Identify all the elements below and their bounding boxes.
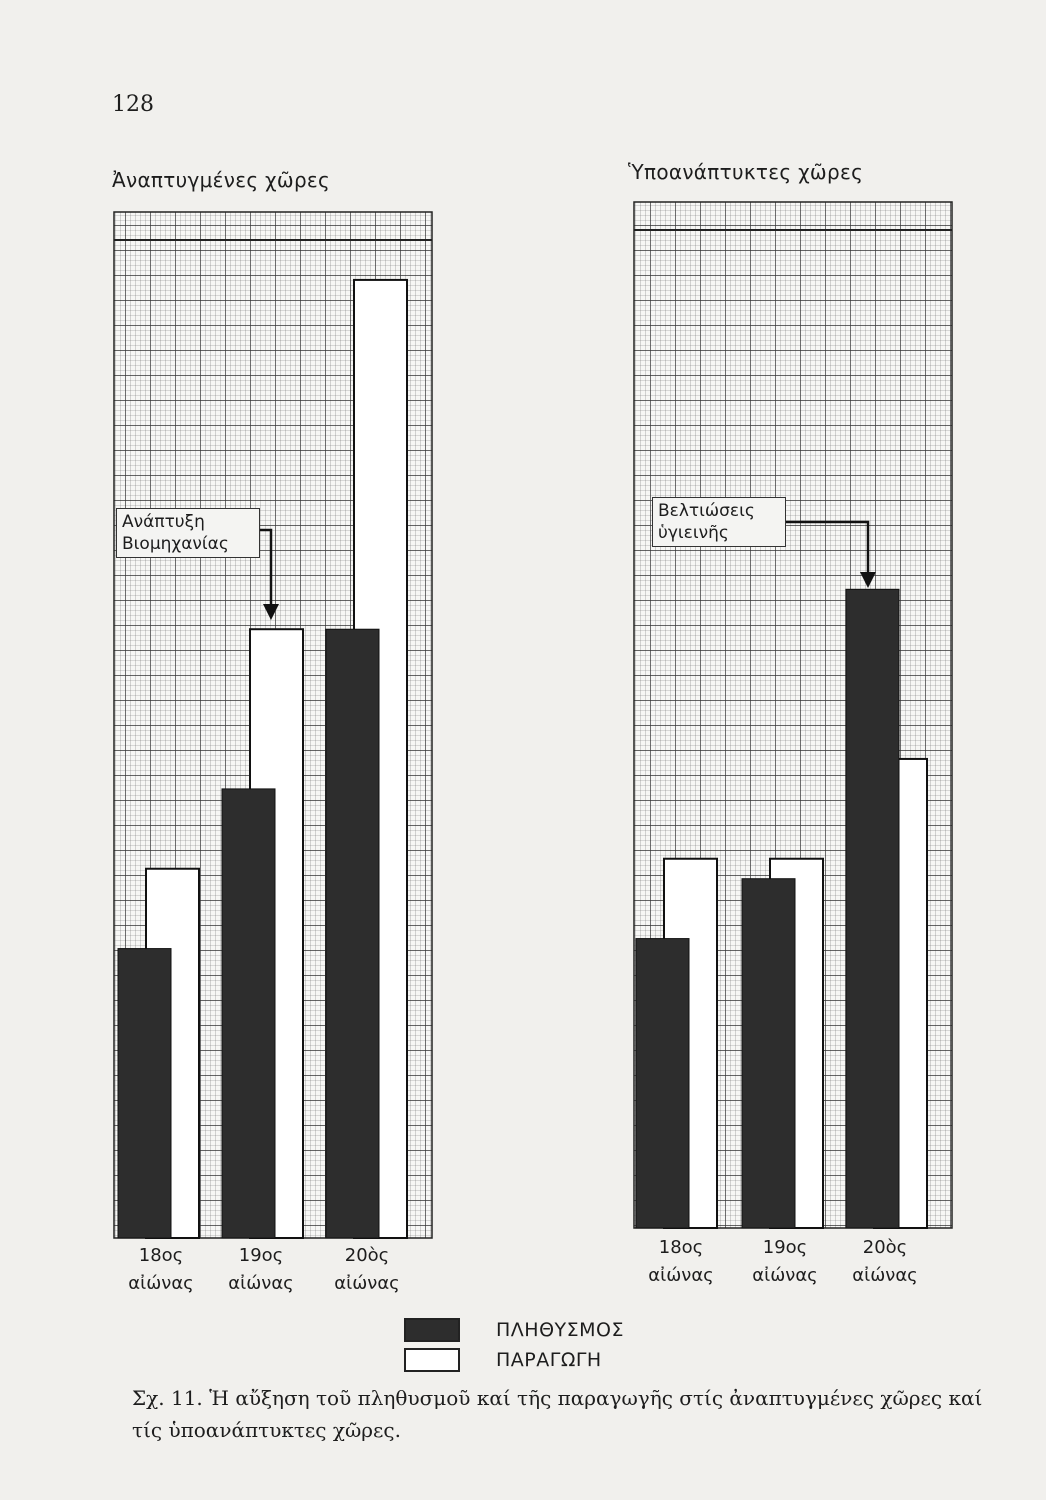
legend-label-production: ΠΑΡΑΓΩΓΗ bbox=[496, 1349, 602, 1371]
legend-item-production bbox=[404, 1348, 602, 1372]
annotation-line: Βιομηχανίας bbox=[122, 534, 229, 554]
category-label bbox=[216, 1242, 306, 1298]
annotation-line: Βελτιώσεις bbox=[658, 501, 755, 521]
legend-label-population: ΠΛΗΘΥΣΜΟΣ bbox=[496, 1319, 624, 1341]
legend-swatch-population bbox=[404, 1318, 460, 1342]
chart-title-underdeveloped: Ὑποανάπτυκτες χῶρες bbox=[628, 160, 864, 184]
category-label-line: αἰώνας bbox=[752, 1265, 818, 1286]
chart-panel-underdeveloped bbox=[634, 202, 952, 1228]
bar-population bbox=[118, 949, 171, 1238]
annotation-line: Ανάπτυξη bbox=[122, 512, 205, 532]
figure-caption: Σχ. 11. Ἡ αὔξηση τοῦ πληθυσμοῦ καί τῆς παραγωγῆς στίς ἀναπτυγμένες χῶρες καί τίς ὑποανάπτυκτες χῶρες. bbox=[132, 1386, 983, 1442]
legend-item-population bbox=[404, 1318, 624, 1342]
bar-population bbox=[222, 789, 275, 1238]
category-label-line: αἰώνας bbox=[852, 1265, 918, 1286]
category-label-line: 19ος bbox=[762, 1237, 808, 1258]
page-number: 128 bbox=[112, 92, 154, 117]
annotation-health-improvements bbox=[652, 497, 786, 547]
category-label bbox=[740, 1234, 830, 1290]
category-label-line: 20ὸς bbox=[862, 1237, 908, 1258]
category-label bbox=[840, 1234, 930, 1290]
category-label bbox=[636, 1234, 726, 1290]
bar-population bbox=[326, 629, 379, 1238]
bar-population bbox=[846, 589, 899, 1228]
category-label bbox=[322, 1242, 412, 1298]
annotation-industrial-development bbox=[116, 508, 260, 558]
legend-swatch-production bbox=[404, 1348, 460, 1372]
category-label-line: αἰώνας bbox=[228, 1273, 294, 1294]
category-label-line: 18ος bbox=[658, 1237, 704, 1258]
category-label-line: 18ος bbox=[138, 1245, 184, 1266]
bar-population bbox=[636, 939, 689, 1228]
category-label-line: 19ος bbox=[238, 1245, 284, 1266]
category-label-line: 20ὸς bbox=[344, 1245, 390, 1266]
annotation-line: ὑγιεινῆς bbox=[658, 523, 729, 543]
category-label-line: αἰώνας bbox=[128, 1273, 194, 1294]
category-label-line: αἰώνας bbox=[648, 1265, 714, 1286]
category-label bbox=[116, 1242, 206, 1298]
chart-panel-developed bbox=[114, 212, 432, 1238]
chart-title-developed: Ἀναπτυγμένες χῶρες bbox=[112, 168, 331, 192]
category-label-line: αἰώνας bbox=[334, 1273, 400, 1294]
bar-population bbox=[742, 879, 795, 1228]
